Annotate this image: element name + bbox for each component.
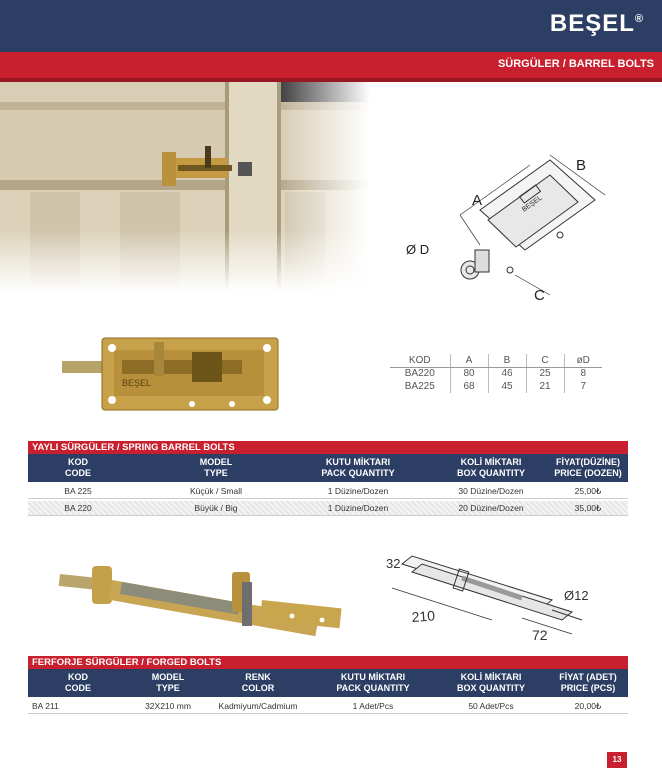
table-row	[28, 501, 628, 516]
cell-price: 35,00₺	[574, 503, 602, 513]
dim-label-a: A	[472, 192, 483, 209]
dimensions-table	[390, 354, 602, 393]
table-row	[28, 699, 628, 714]
forged-bolt-photo	[52, 558, 348, 638]
cell-price: 25,00₺	[574, 486, 602, 496]
dim-header-c: C	[526, 354, 564, 367]
col-pack: KUTU MİKTARI PACK QUANTITY	[336, 672, 410, 693]
dim-label-b: B	[576, 157, 587, 174]
dim-header-a: A	[450, 354, 488, 367]
spring-bolts-header	[28, 454, 628, 482]
door-photo	[0, 82, 370, 292]
col-box: KOLİ MİKTARI BOX QUANTITY	[456, 457, 525, 478]
brand-name: BEŞEL	[549, 10, 635, 37]
diagram-stamp: BEŞEL	[521, 194, 544, 214]
cell-box: 30 Düzine/Dozen	[458, 486, 524, 496]
dim-label-d12: Ø12	[564, 588, 589, 603]
dim-cell: BA225	[404, 381, 435, 392]
col-price: FİYAT(DÜZİNE) PRICE (DOZEN)	[554, 457, 622, 478]
dim-cell: 8	[564, 367, 602, 380]
dim-cell: 80	[450, 367, 488, 380]
dim-cell: 25	[526, 367, 564, 380]
cell-pack: 1 Düzine/Dozen	[327, 503, 389, 513]
dim-label-c: C	[534, 287, 545, 304]
col-model: MODEL TYPE	[199, 457, 233, 478]
forged-bolt-diagram	[372, 548, 602, 644]
dim-cell: 45	[488, 380, 526, 393]
cell-box: 20 Düzine/Dozen	[458, 503, 524, 513]
col-box: KOLİ MİKTARI BOX QUANTITY	[456, 672, 525, 693]
col-model: MODEL TYPE	[151, 672, 185, 693]
dim-label-d: Ø D	[406, 242, 430, 257]
cell-price: 20,00₺	[574, 701, 602, 711]
dim-label-72: 72	[532, 627, 548, 643]
brand-mark: ®	[634, 13, 644, 25]
cell-pack: 1 Adet/Pcs	[352, 701, 394, 711]
product-stamp: BEŞEL	[122, 378, 152, 388]
table-row	[390, 367, 602, 380]
dim-header-d: øD	[564, 354, 602, 367]
col-pack: KUTU MİKTARI PACK QUANTITY	[321, 457, 395, 478]
cell-code: BA 225	[64, 486, 92, 496]
dim-label-32: 32	[386, 556, 401, 571]
dim-label-210: 210	[411, 607, 436, 625]
forged-bolts-header	[28, 669, 628, 697]
cell-model: Küçük / Small	[190, 486, 242, 496]
cell-code: BA 211	[32, 701, 59, 711]
dim-header-b: B	[488, 354, 526, 367]
dim-cell: BA220	[404, 368, 435, 380]
cell-model: 32X210 mm	[145, 701, 191, 711]
cell-pack: 1 Düzine/Dozen	[327, 486, 389, 496]
dimensions-header-row	[390, 354, 602, 367]
col-code: KOD CODE	[64, 457, 91, 478]
dim-cell: 7	[564, 380, 602, 393]
dim-header-kod: KOD	[390, 354, 450, 367]
page-number: 13	[607, 752, 627, 768]
dim-cell: 68	[450, 380, 488, 393]
cell-code: BA 220	[64, 503, 92, 513]
dim-cell: 21	[526, 380, 564, 393]
barrel-bolt-diagram	[400, 150, 640, 310]
section-title: SÜRGÜLER / BARREL BOLTS	[497, 58, 654, 70]
col-code: KOD CODE	[64, 672, 91, 693]
table-row	[390, 380, 602, 393]
col-price: FİYAT (ADET) PRICE (PCS)	[559, 672, 617, 693]
brand-logo	[550, 10, 644, 38]
col-color: RENK COLOR	[241, 672, 275, 693]
forged-bolts-title: FERFORJE SÜRGÜLER / FORGED BOLTS	[28, 656, 628, 669]
table-row	[28, 484, 628, 499]
cell-model: Büyük / Big	[194, 503, 238, 513]
spring-bolts-title: YAYLI SÜRGÜLER / SPRING BARREL BOLTS	[28, 441, 628, 454]
cell-box: 50 Adet/Pcs	[468, 701, 514, 711]
spring-bolt-photo	[62, 328, 292, 418]
cell-color: Kadmiyum/Cadmium	[218, 701, 298, 711]
dim-cell: 46	[488, 367, 526, 380]
